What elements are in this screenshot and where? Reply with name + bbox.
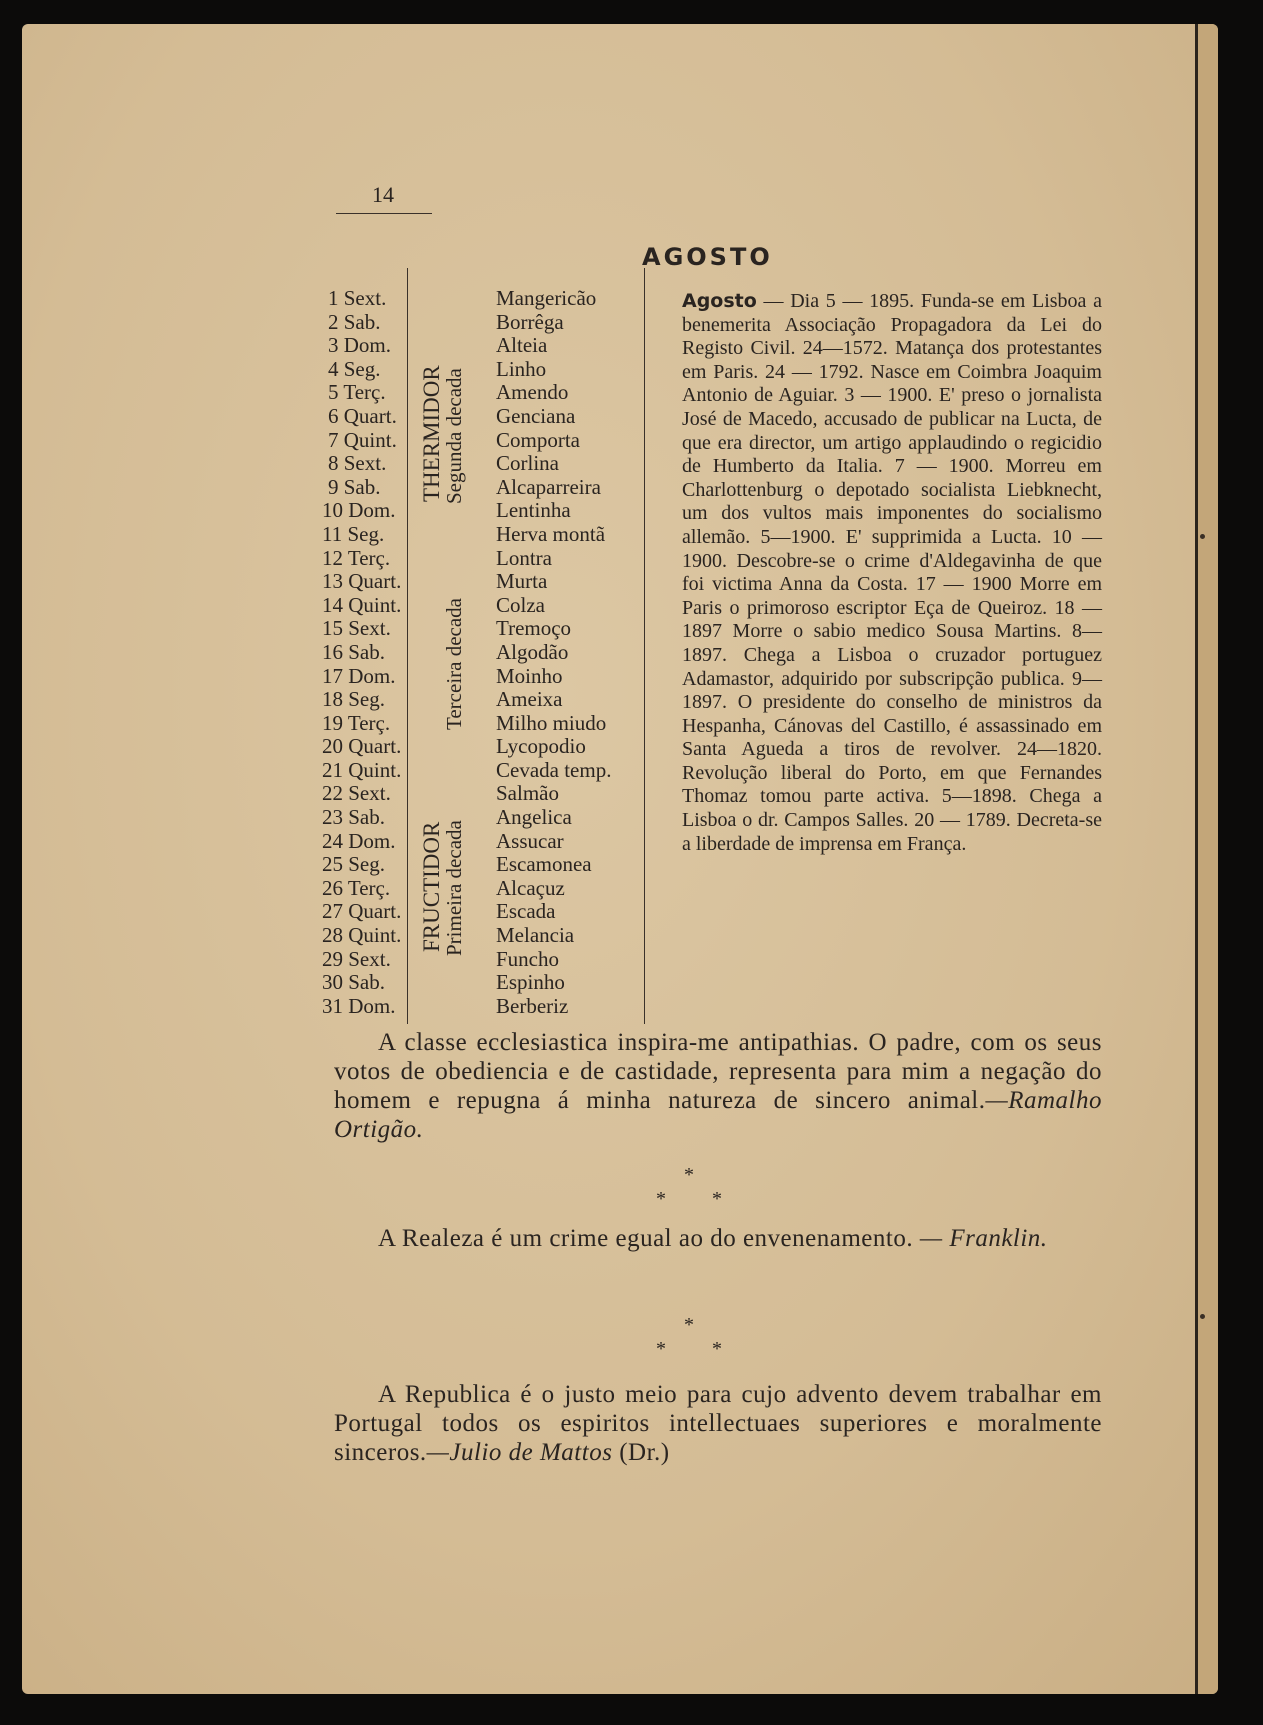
book-page <box>22 24 1218 1694</box>
separator-star: * <box>684 1164 694 1186</box>
calendar-day: 22 Sext. <box>322 781 391 806</box>
calendar-day-name: Escamonea <box>496 852 592 877</box>
calendar-day-name: Berberiz <box>496 993 569 1018</box>
calendar-day: 6 Quart. <box>328 403 397 428</box>
calendar-day-name: Milho miudo <box>496 710 607 735</box>
quote-text: A classe ecclesiastica inspira-me antipathias. O padre, com os seus votos de obediencia e de castidade, representa para mim a negação do homem e repugna á minha natureza de sincero animal. <box>334 1029 1102 1114</box>
quote-text: A Republica é o justo meio para cujo advento devem trabalhar em Portugal todos os espiritos intellectuaes superiores e moralmente sinceros. <box>334 1381 1102 1466</box>
ink-spot <box>1200 1314 1205 1319</box>
calendar-day-name: Murta <box>496 569 548 594</box>
separator-star: * <box>684 1314 694 1336</box>
calendar-day: 4 Seg. <box>328 356 381 381</box>
calendar-day-name: Assucar <box>496 828 564 853</box>
quote-julio <box>334 1380 1102 1467</box>
month-label-fructidor: FRUCTIDOR <box>419 821 444 952</box>
calendar-day: 30 Sab. <box>322 970 385 995</box>
notes-heading: Agosto <box>682 290 757 312</box>
column-divider <box>407 268 408 1024</box>
decade-label-primeira: Primeira decada <box>442 820 466 956</box>
quote-author: —Julio de Mattos <box>426 1439 613 1466</box>
decade-label-segunda: Segunda decada <box>442 368 466 504</box>
calendar-day-name: Angelica <box>496 805 572 830</box>
quote-author: —Ramalho Ortigão. <box>334 1087 1102 1143</box>
calendar-day: 2 Sab. <box>328 309 381 334</box>
calendar-day: 29 Sext. <box>322 946 391 971</box>
calendar-day-name: Funcho <box>496 946 559 971</box>
calendar-day-name: Lentinha <box>496 498 571 523</box>
calendar-day: 11 Seg. <box>322 521 385 546</box>
quote-franklin <box>334 1224 1102 1253</box>
calendar-day-name: Comporta <box>496 427 580 452</box>
page-edge <box>1195 24 1218 1694</box>
calendar-day: 10 Dom. <box>322 498 396 523</box>
calendar-day-name: Alcaçuz <box>496 875 565 900</box>
calendar-day-name: Borrêga <box>496 309 564 334</box>
calendar-day: 31 Dom. <box>322 993 396 1018</box>
calendar-day-name: Amendo <box>496 380 569 405</box>
calendar-day: 13 Quart. <box>322 569 402 594</box>
calendar-day-name: Cevada temp. <box>496 757 612 782</box>
calendar-day: 26 Terç. <box>322 875 391 900</box>
calendar-day: 25 Seg. <box>322 852 385 877</box>
calendar-day-name: Moinho <box>496 663 563 688</box>
quote-ramalho <box>334 1028 1102 1144</box>
calendar-day-name: Lontra <box>496 545 552 570</box>
calendar-day: 15 Sext. <box>322 616 391 641</box>
calendar-day: 27 Quart. <box>322 899 402 924</box>
calendar-day-name: Herva montã <box>496 521 606 546</box>
calendar-day: 14 Quint. <box>322 592 402 617</box>
calendar-day: 19 Terç. <box>322 710 391 735</box>
calendar-day: 28 Quint. <box>322 923 402 948</box>
calendar-day-name: Genciana <box>496 403 576 428</box>
calendar-day: 20 Quart. <box>322 734 402 759</box>
page-number-rule <box>336 213 432 214</box>
calendar-day: 9 Sab. <box>328 474 381 499</box>
separator-star: * <box>712 1188 722 1210</box>
calendar-day-name: Colza <box>496 592 545 617</box>
quote-author-suffix: (Dr.) <box>612 1439 670 1466</box>
calendar-day: 18 Seg. <box>322 687 385 712</box>
month-title: AGOSTO <box>642 243 773 271</box>
calendar-day: 23 Sab. <box>322 805 385 830</box>
calendar-day-name: Algodão <box>496 639 569 664</box>
notes-text: — Dia 5 — 1895. Funda-se em Lisboa a benemerita Associação Propagadora da Lei do Registo Civil. 24—1572. Matança dos protestantes em Paris. 24 — 1792. Nasce em Coimbra Joaquim Antonio de Aguiar. 3 — 1900. E' preso o jornalista José de Macedo, accusado de publicar na Lucta, de que era director, um artigo applaudindo o regicidio de Humberto da Italia. 7 — 1900. Morreu em Charlottenburg o depotado socialista Liebknecht, um dos vultos mais imponentes do socialismo allemão. 5—1900. E' supprimida a Lucta. 10 — 1900. Descobre-se o crime d'Aldegavinha de que foi victima Anna da Costa. 17 — 1900 Morre em Paris o primoroso escriptor Eça de Queiroz. 18 — 1897 Morre o sabio medico Sousa Martins. 8—1897. Chega a Lisboa o cruzador portuguez Adamastor, adquirido por subscripção publica. 9— 1897. O presidente do conselho de ministros da Hespanha, Cánovas del Castillo, é assassinado em Santa Agueda a tiros de revolver. 24—1820. Revolução liberal do Porto, em que Fernandes Thomaz tomou parte activa. 5—1898. Chega a Lisboa o dr. Campos Salles. 20 — 1789. Decreta-se a liberdade de imprensa em França. <box>682 290 1102 855</box>
calendar-day: 3 Dom. <box>328 333 391 358</box>
calendar-names-column <box>496 287 666 1018</box>
quote-text: A Realeza é um crime egual ao do envenenamento. <box>378 1225 914 1252</box>
separator-star: * <box>656 1188 666 1210</box>
calendar-day-name: Ameixa <box>496 687 563 712</box>
calendar-day-name: Escada <box>496 899 556 924</box>
calendar-day: 1 Sext. <box>328 286 387 310</box>
calendar-day-name: Corlina <box>496 451 559 476</box>
calendar-day-name: Salmão <box>496 781 559 806</box>
calendar-day-name: Espinho <box>496 970 565 995</box>
calendar-day-name: Mangericão <box>496 286 597 310</box>
calendar-day-name: Alteia <box>496 333 548 358</box>
month-label-thermidor: THERMIDOR <box>419 365 444 502</box>
page-number: 14 <box>372 182 394 207</box>
calendar-day: 8 Sext. <box>328 451 387 476</box>
calendar-day: 17 Dom. <box>322 663 396 688</box>
calendar-day: 24 Dom. <box>322 828 396 853</box>
calendar-day: 7 Quint. <box>328 427 397 452</box>
calendar-day-name: Tremoço <box>496 616 572 641</box>
ink-spot <box>1200 534 1205 539</box>
calendar-day-name: Alcaparreira <box>496 474 601 499</box>
historical-notes <box>682 290 1102 856</box>
separator-star: * <box>712 1338 722 1360</box>
calendar-day: 16 Sab. <box>322 639 385 664</box>
calendar-day-name: Melancia <box>496 923 575 948</box>
calendar-day: 12 Terç. <box>322 545 391 570</box>
decade-label-terceira: Terceira decada <box>442 598 466 730</box>
calendar-day: 5 Terç. <box>328 380 386 405</box>
separator-star: * <box>656 1338 666 1360</box>
calendar-day: 21 Quint. <box>322 757 402 782</box>
calendar-day-name: Lycopodio <box>496 734 586 759</box>
quote-author: — Franklin. <box>919 1225 1048 1252</box>
calendar-day-name: Linho <box>496 356 547 381</box>
